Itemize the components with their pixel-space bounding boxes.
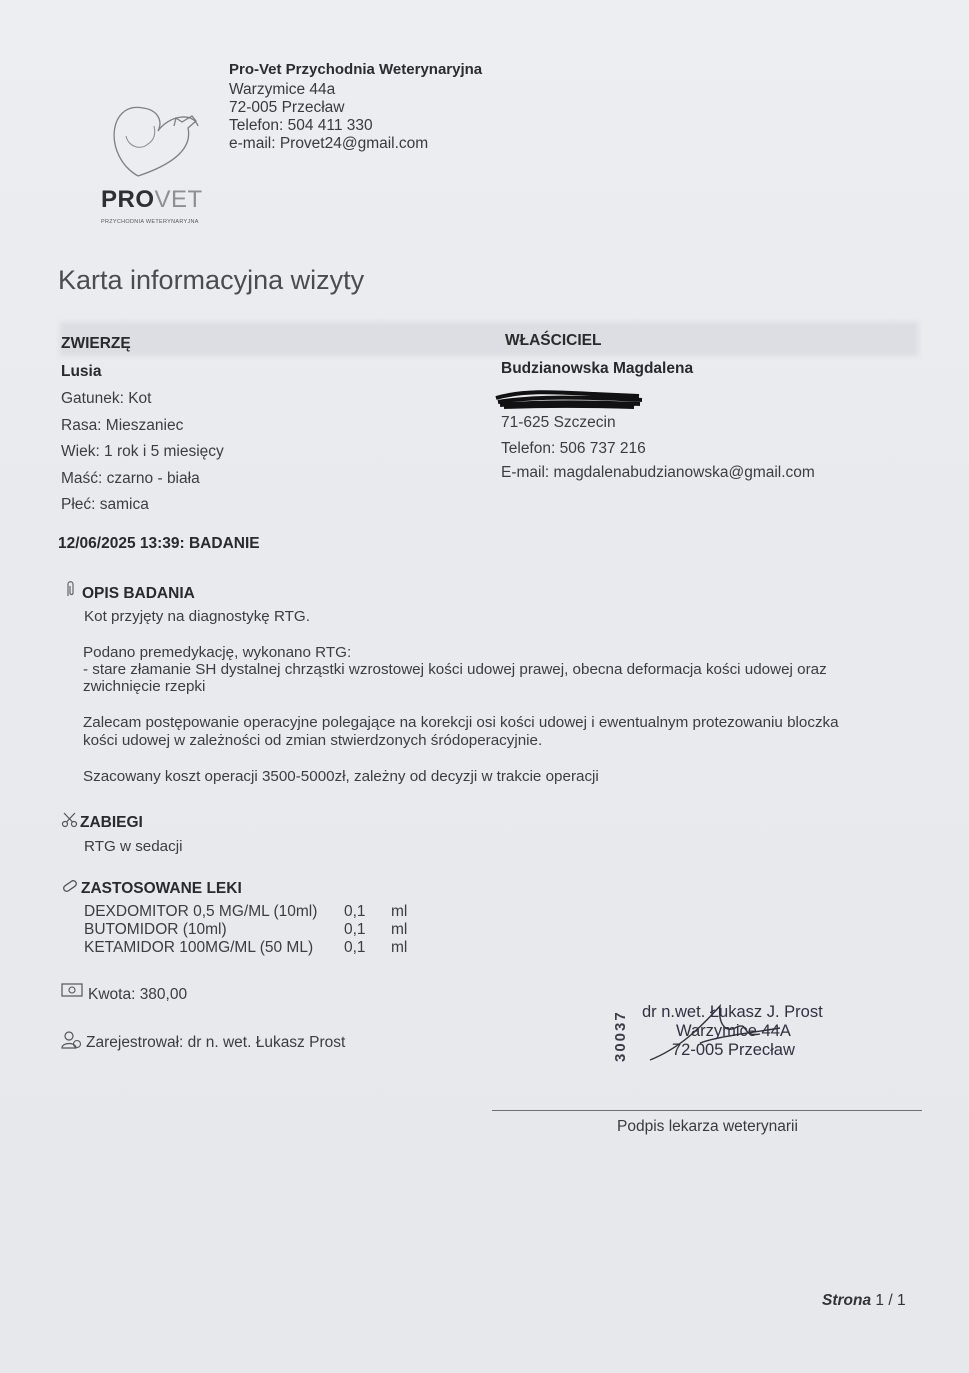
owner-email: E-mail: magdalenabudzianowska@gmail.com <box>501 464 815 481</box>
stamp-line: 72-005 Przecław <box>672 1041 795 1059</box>
visit-header: 12/06/2025 13:39: BADANIE <box>58 535 260 552</box>
description-line: Zalecam postępowanie operacyjne polegające na korekcji osi kości udowej i ewentualnym protezowaniu bloczka <box>83 714 839 731</box>
med-name: DEXDOMITOR 0,5 MG/ML (10ml) <box>84 903 318 920</box>
med-name: KETAMIDOR 100MG/ML (50 ML) <box>84 939 314 956</box>
med-qty: 0,1 <box>344 903 366 920</box>
owner-heading: WŁAŚCICIEL <box>505 332 602 349</box>
procedures-heading: ZABIEGI <box>80 814 143 831</box>
provet-logo-icon <box>98 96 218 236</box>
handwritten-signature <box>640 998 810 1068</box>
animal-sex: Płeć: samica <box>61 496 149 513</box>
owner-name: Budzianowska Magdalena <box>501 360 694 377</box>
med-qty: 0,1 <box>344 921 366 938</box>
logo-wordmark: PROVET <box>101 186 203 213</box>
description-heading: OPIS BADANIA <box>82 585 195 602</box>
page-number: Strona 1 / 1 <box>822 1292 906 1309</box>
meds-heading: ZASTOSOWANE LEKI <box>81 880 242 897</box>
clinic-email: e-mail: Provet24@gmail.com <box>229 135 429 152</box>
description-line: Szacowany koszt operacji 3500-5000zł, zależny od decyzji w trakcie operacji <box>83 768 599 785</box>
description-line: Kot przyjęty na diagnostykę RTG. <box>84 608 310 625</box>
cash-icon <box>61 983 83 997</box>
stamp-line: dr n.wet. Łukasz J. Prost <box>642 1003 823 1021</box>
procedures-text: RTG w sedacji <box>84 838 183 855</box>
clinic-city: 72-005 Przecław <box>229 99 345 116</box>
animal-color: Maść: czarno - biała <box>61 470 200 487</box>
animal-breed: Rasa: Mieszaniec <box>61 417 184 434</box>
document-title: Karta informacyjna wizyty <box>58 265 365 295</box>
signature-line <box>492 1110 922 1111</box>
stamp-number: 30037 <box>612 1010 629 1062</box>
animal-species: Gatunek: Kot <box>61 390 152 407</box>
clinic-street: Warzymice 44a <box>229 81 336 98</box>
owner-city: 71-625 Szczecin <box>501 414 616 431</box>
clip-icon <box>64 580 76 598</box>
animal-name: Lusia <box>61 363 102 380</box>
animal-age: Wiek: 1 rok i 5 miesięcy <box>61 443 224 460</box>
amount: Kwota: 380,00 <box>88 986 188 1003</box>
description-line: zwichnięcie rzepki <box>83 678 206 695</box>
clinic-name: Pro-Vet Przychodnia Weterynaryjna <box>229 61 483 78</box>
scissors-icon <box>61 811 79 829</box>
section-band <box>60 322 918 356</box>
logo-subtitle: PRZYCHODNIA WETERYNARYJNA <box>101 219 199 225</box>
description-line: - stare złamanie SH dystalnej chrząstki wzrostowej kości udowej prawej, obecna deformacja kości udowej oraz <box>83 661 827 678</box>
clinic-phone: Telefon: 504 411 330 <box>229 117 373 134</box>
animal-heading: ZWIERZĘ <box>61 335 131 352</box>
description-line: Podano premedykację, wykonano RTG: <box>83 644 352 661</box>
description-line: kości udowej w zależności od zmian stwierdzonych śródoperacyjnie. <box>83 732 543 749</box>
owner-phone: Telefon: 506 737 216 <box>501 440 646 457</box>
registered-by: Zarejestrował: dr n. wet. Łukasz Prost <box>86 1034 346 1051</box>
med-unit: ml <box>391 921 408 938</box>
stamp-line: Warzymice 44A <box>676 1022 791 1040</box>
med-name: BUTOMIDOR (10ml) <box>84 921 227 938</box>
user-icon <box>60 1030 82 1050</box>
pill-icon <box>61 878 79 894</box>
signature-label: Podpis lekarza weterynarii <box>617 1118 798 1135</box>
med-qty: 0,1 <box>344 939 366 956</box>
med-unit: ml <box>391 903 408 920</box>
redaction-scribble <box>494 388 646 410</box>
med-unit: ml <box>391 939 408 956</box>
